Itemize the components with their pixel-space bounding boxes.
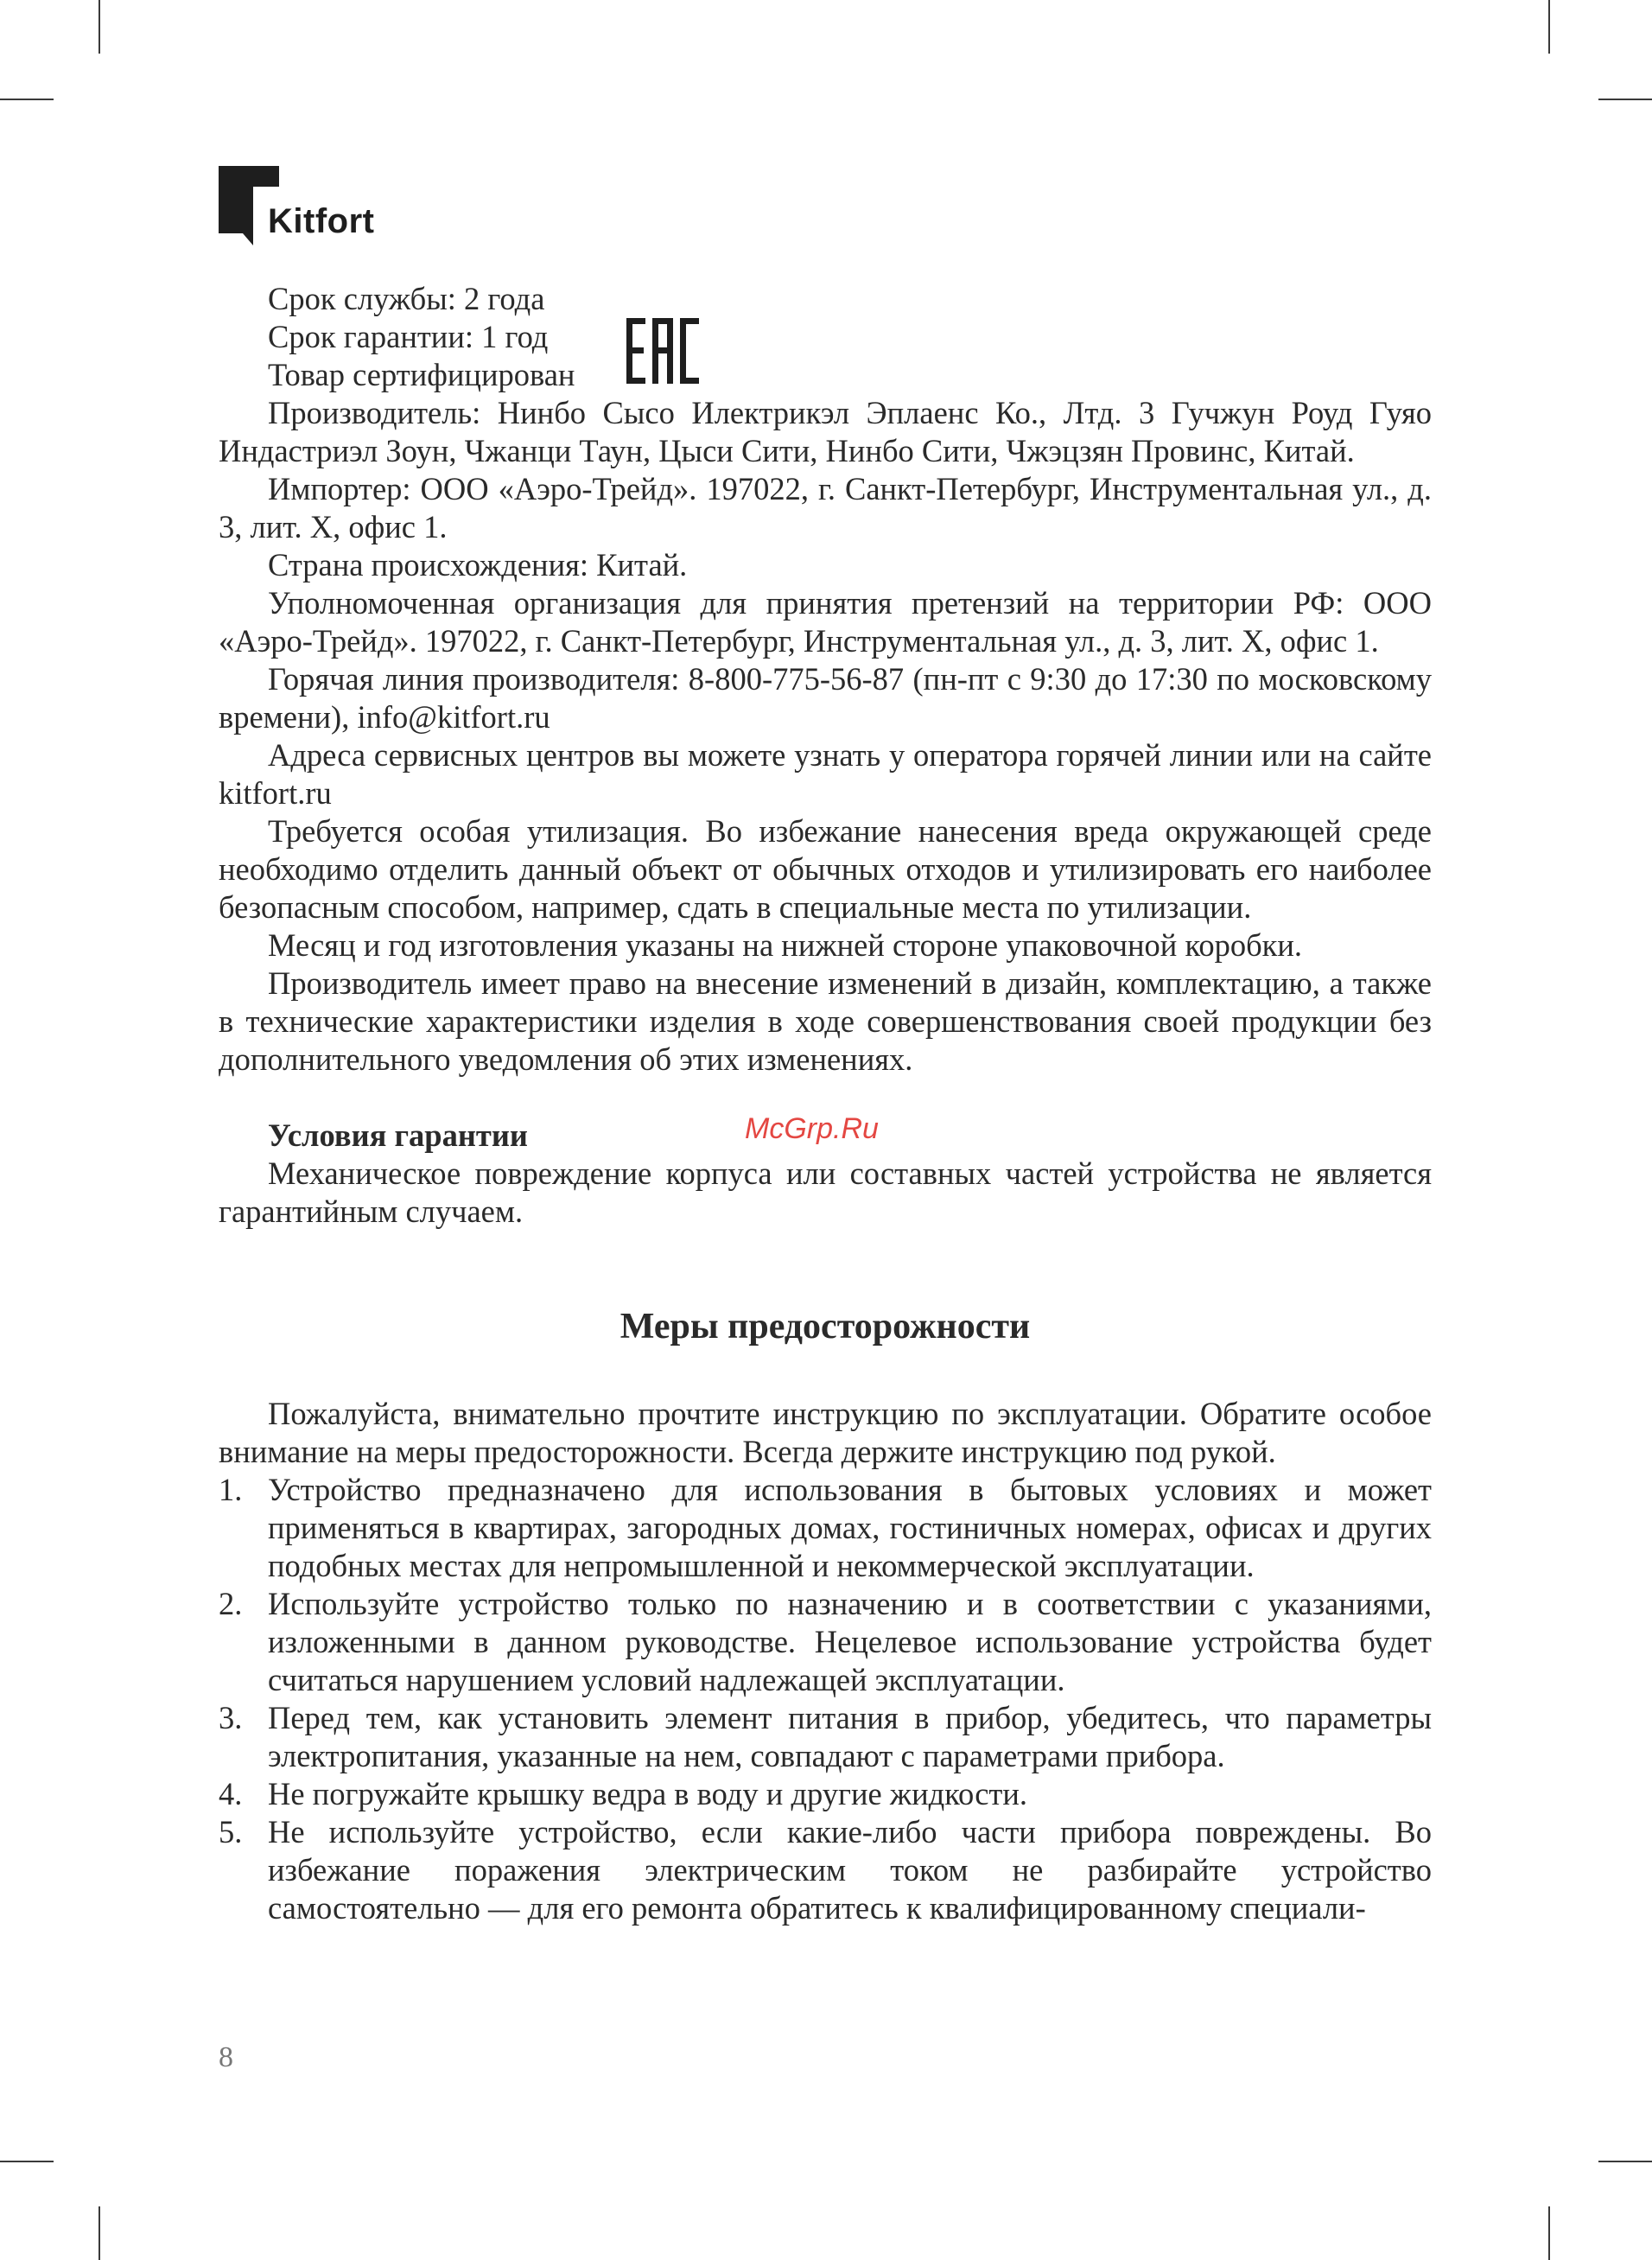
disposal-notice: Требуется особая утилизация. Во избежание нанесения вреда окружающей среде необходимо отделить данный объект от обычных отходов и утилизировать его наиболее безопасным способом, например, сдать в специальные места по утилизации.	[219, 813, 1432, 925]
crop-mark-right-bottom	[1598, 2161, 1652, 2162]
certification-block	[219, 280, 1432, 394]
warranty-term: Срок гарантии: 1 год	[268, 319, 549, 354]
list-item-text: Используйте устройство только по назначению и в соответствии с указаниями, изложенными в данном руководстве. Нецелевое использование устройства будет считаться нарушением условий надлежащей эксплуатации.	[268, 1586, 1432, 1697]
crop-mark-bottom-right	[1548, 2206, 1550, 2260]
crop-mark-left-bottom	[0, 2161, 54, 2162]
hotline: Горячая линия производителя: 8-800-775-56-87 (пн-пт с 9:30 до 17:30 по московскому времени), info@kitfort.ru	[219, 661, 1432, 735]
list-item-number: 2.	[219, 1586, 243, 1621]
certified-text: Товар сертифицирован	[268, 357, 575, 392]
country-of-origin: Страна происхождения: Китай.	[268, 547, 688, 583]
list-item-text: Перед тем, как установить элемент питания в прибор, убедитесь, что параметры электропитания, указанные на нем, совпадают с параметрами прибора.	[268, 1700, 1432, 1773]
warranty-text: Механическое повреждение корпуса или составных частей устройства не является гарантийным случаем.	[219, 1155, 1432, 1229]
precautions-list	[219, 1471, 1432, 1927]
changes-notice: Производитель имеет право на внесение изменений в дизайн, комплектацию, а также в технические характеристики изделия в ходе совершенствования своей продукции без дополнительного уведомления об этих изменениях.	[219, 965, 1432, 1077]
list-item-number: 4.	[219, 1776, 243, 1811]
crop-mark-right-top	[1598, 99, 1652, 100]
kitfort-logo	[219, 166, 391, 252]
importer: Импортер: ООО «Аэро-Трейд». 197022, г. Санкт-Петербург, Инструментальная ул., д. 3, лит. Х, офис 1.	[219, 471, 1432, 544]
list-item	[219, 1585, 1432, 1699]
list-item-text: Устройство предназначено для использования в бытовых условиях и может применяться в квартирах, загородных домах, гостиничных номерах, офисах и других подобных местах для непромышленной и некоммерческой эксплуатации.	[268, 1472, 1432, 1583]
list-item-text: Не используйте устройство, если какие-либо части прибора повреждены. Во избежание поражения электрическим током не разбирайте устройство самостоятельно — для его ремонта обратитесь к квалифицированному специали-	[268, 1814, 1432, 1926]
list-item-number: 5.	[219, 1814, 243, 1849]
service-centers: Адреса сервисных центров вы можете узнать у оператора горячей линии или на сайте kitfort.ru	[219, 737, 1432, 811]
list-item-number: 3.	[219, 1700, 243, 1735]
precautions-title: Меры предосторожности	[620, 1307, 1031, 1346]
watermark: McGrp.Ru	[745, 1112, 879, 1145]
list-item	[219, 1699, 1432, 1775]
list-item	[219, 1471, 1432, 1585]
service-life: Срок службы: 2 года	[268, 281, 545, 316]
crop-mark-bottom-left	[98, 2206, 100, 2260]
logo-text: Kitfort	[268, 202, 375, 240]
crop-mark-left-top	[0, 99, 54, 100]
crop-mark-top-right	[1548, 0, 1550, 54]
eac-certification-icon	[626, 318, 701, 384]
list-item	[219, 1775, 1432, 1813]
precautions-intro: Пожалуйста, внимательно прочтите инструкцию по эксплуатации. Обратите особое внимание на меры предосторожности. Всегда держите инструкцию под рукой.	[219, 1396, 1432, 1469]
list-item-number: 1.	[219, 1472, 243, 1507]
page-number: 8	[219, 2041, 233, 2073]
warranty-title: Условия гарантии	[268, 1117, 528, 1153]
page-content	[219, 280, 1432, 1927]
manufacturer: Производитель: Нинбо Сысо Илектрикэл Эплаенс Ко., Лтд. 3 Гучжун Роуд Гуяо Индастриэл Зоун, Чжанци Таун, Цыси Сити, Нинбо Сити, Чжэцзян Провинс, Китай.	[219, 395, 1432, 468]
crop-mark-top-left	[98, 0, 100, 54]
list-item	[219, 1813, 1432, 1927]
authorized-organization: Уполномоченная организация для принятия претензий на территории РФ: ООО «Аэро-Трейд». 197022, г. Санкт-Петербург, Инструментальная ул., д. 3, лит. Х, офис 1.	[219, 585, 1432, 659]
list-item-text: Не погружайте крышку ведра в воду и другие жидкости.	[268, 1776, 1028, 1811]
manufacture-date-notice: Месяц и год изготовления указаны на нижней стороне упаковочной коробки.	[268, 927, 1303, 963]
